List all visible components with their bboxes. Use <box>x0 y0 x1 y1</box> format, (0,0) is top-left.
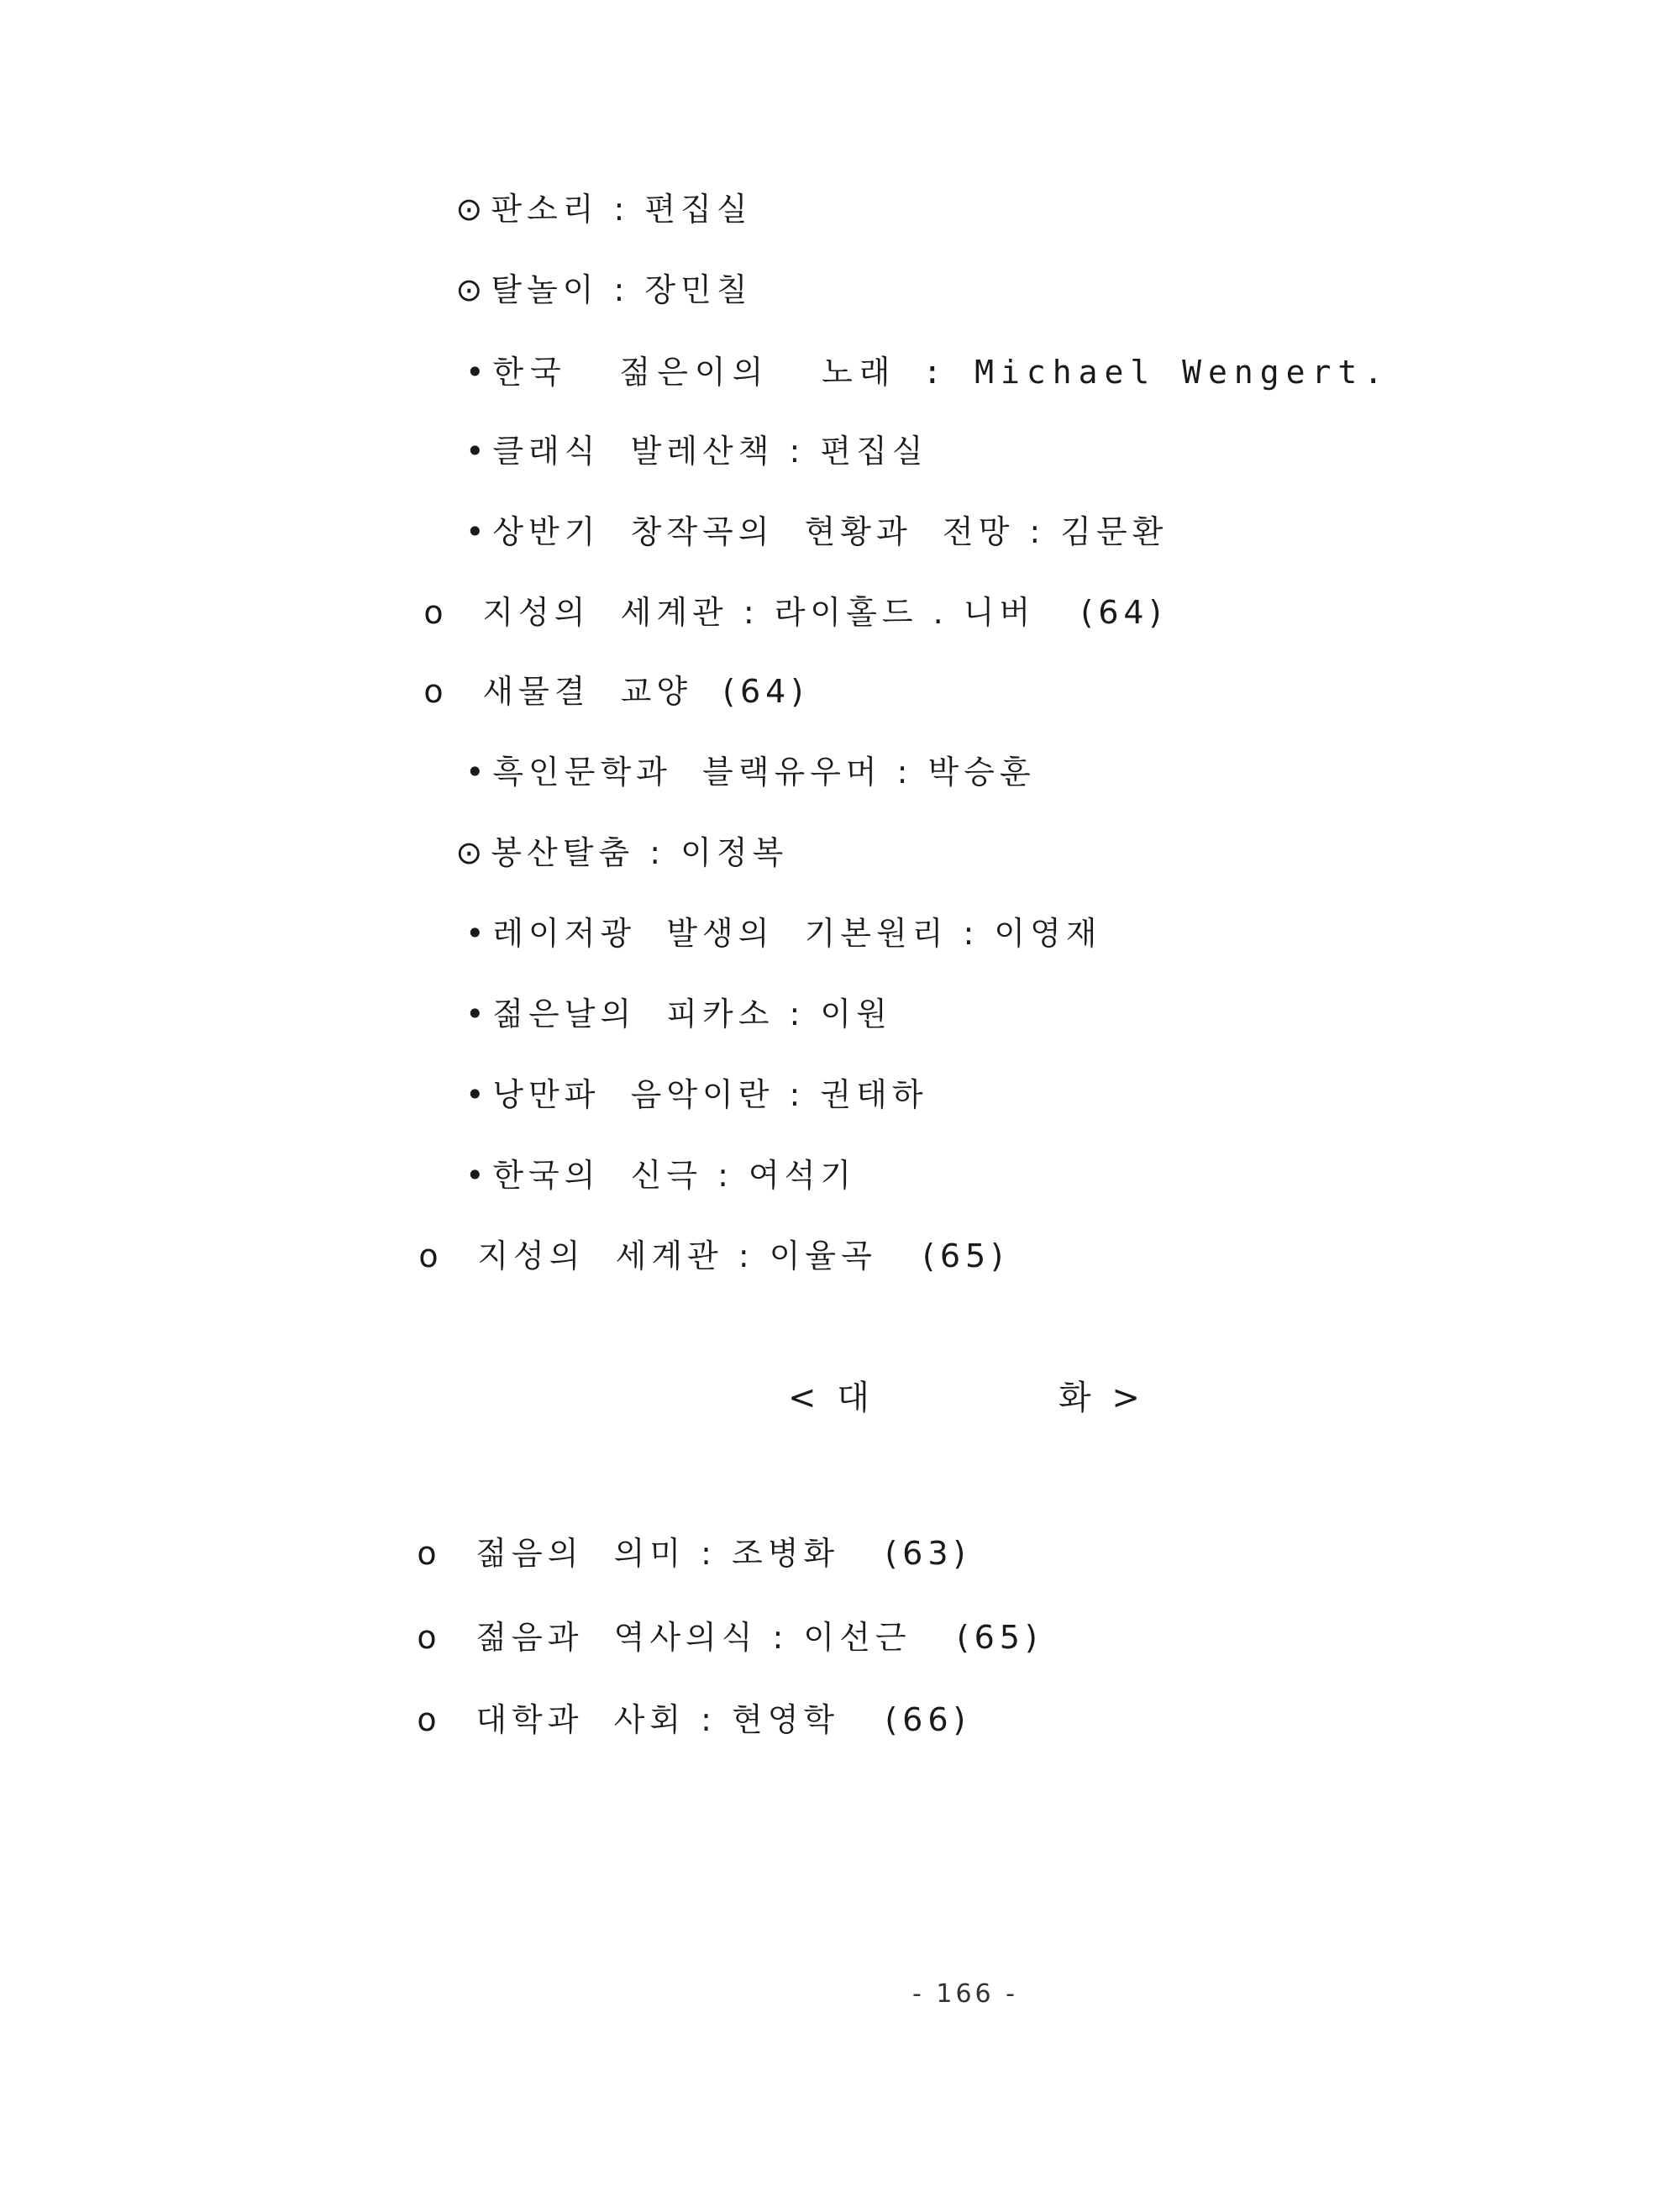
dialogue-item <box>356 1589 1043 1685</box>
bullet-marker: • <box>465 915 490 952</box>
item-text: 한국 젊은이의 노래 : Michael Wengert. <box>492 354 1390 391</box>
list-item <box>395 242 753 338</box>
item-text: 지성의 세계관 : 라이홀드 . 니버 (64) <box>482 594 1167 631</box>
bullet-marker: • <box>465 354 490 391</box>
item-text: 한국의 신극 : 여석기 <box>492 1157 857 1194</box>
item-text: 젊음의 의미 : 조병화 (63) <box>475 1535 971 1572</box>
item-text: 탈놀이 : 장민칠 <box>491 271 753 308</box>
item-text: 판소리 : 편집실 <box>491 191 753 228</box>
item-text: 낭만파 음악이란 : 권태하 <box>492 1076 928 1113</box>
bullet-marker: • <box>465 433 490 470</box>
circle-marker: o <box>418 1237 444 1274</box>
list-item <box>358 1208 1008 1304</box>
item-text: 봉산탈춤 : 이정복 <box>491 834 789 871</box>
item-text: 지성의 세계관 : 이율곡 (65) <box>477 1237 1009 1274</box>
item-text: 대학과 사회 : 현영학 (66) <box>475 1701 971 1738</box>
circled-marker: ⊙ <box>455 191 488 228</box>
circle-marker: o <box>417 1701 442 1738</box>
section-heading-left: < 대 <box>788 1379 875 1417</box>
item-text: 상반기 창작곡의 현황과 전망 : 김문환 <box>492 513 1169 550</box>
item-text: 새물결 교양 (64) <box>482 673 809 710</box>
item-text: 레이저광 발생의 기본원리 : 이영재 <box>492 915 1102 952</box>
section-heading-right: 화 > <box>1059 1379 1145 1417</box>
item-text: 젊음과 역사의식 : 이선근 (65) <box>475 1619 1043 1656</box>
circle-marker: o <box>423 673 449 710</box>
bullet-marker: • <box>465 1076 490 1113</box>
bullet-marker: • <box>465 1157 490 1194</box>
circle-marker: o <box>417 1535 442 1572</box>
item-text: 흑인문학과 블랙유우머 : 박승훈 <box>492 754 1036 791</box>
page-number: - 166 - <box>912 1979 1018 2009</box>
circle-marker: o <box>417 1619 442 1656</box>
circled-marker: ⊙ <box>455 834 488 871</box>
dialogue-item <box>356 1672 970 1768</box>
circled-marker: ⊙ <box>455 271 488 308</box>
item-text: 젊은날의 피카소 : 이원 <box>492 996 892 1032</box>
item-text: 클래식 발레산책 : 편집실 <box>492 433 928 470</box>
bullet-marker: • <box>465 513 490 550</box>
circle-marker: o <box>423 594 449 631</box>
dialogue-item <box>356 1505 970 1601</box>
bullet-marker: • <box>465 754 490 791</box>
bullet-marker: • <box>465 996 490 1032</box>
